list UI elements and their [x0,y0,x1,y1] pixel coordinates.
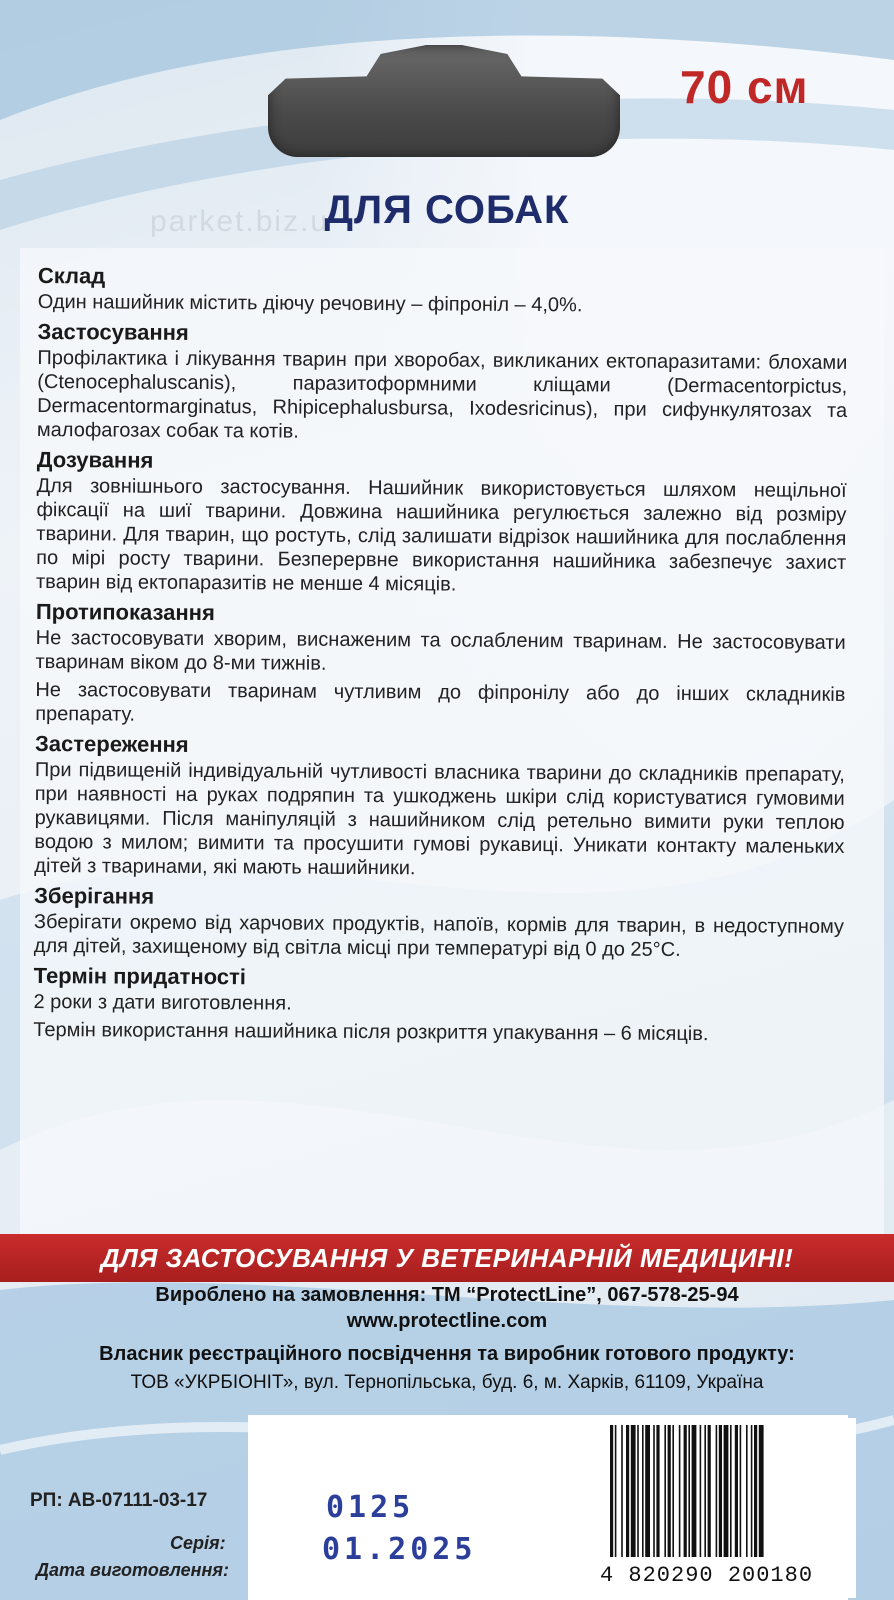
barcode-bar [645,1425,650,1557]
manufacturer-address: ТОВ «УКРБІОНІТ», вул. Тернопільська, буд. 6, м. Харків, 61109, Україна [130,1372,764,1393]
section-text: Зберігати окремо від харчових продуктів, напоїв, кормів для тварин, в недоступному для дітей, захищеному від світла місці при температурі від 0 до 25°С. [33,910,845,961]
section-text: Для зовнішнього застосування. Нашийник використовується шляхом нещільної фіксації на шиї тварини. Довжина нашийника регулюється залежно від розміру тварини. Для тварин, що ростуть, слід залишати відрізок нашийника для послаблення по мірі росту тварини. Безперервне використання нашийника забезпечує захист тварин від ектопаразитів не менше 4 місяців. [35,474,847,596]
barcode-bar [724,1425,729,1557]
section-heading: Протипоказання [35,598,215,626]
section-text: Не застосовувати тваринам чутливим до фіпронілу або до інших складників препарату. [35,678,846,726]
barcode-bar [653,1425,655,1557]
watermark: parket.biz.u [150,205,330,238]
barcode-bar [664,1425,666,1557]
barcode-bar [621,1425,623,1557]
barcode-bar [730,1425,732,1557]
section-text: Профілактика і лікування тварин при хворобах, викликаних ектопаразитами: блохами (Ctenocephaluscanis), паразитоформними кліщами (Dermacentorpictus, Dermacentormarginatus, Rhipicephalusbursa, Ixodesricinus), при сифункулятозах та малофагозах собак та котів. [36,346,848,443]
section-text: Термін використання нашийника після розкриття упакування – 6 місяців. [33,1018,709,1046]
instructions [33,262,848,1051]
barcode-bar [692,1425,697,1557]
barcode-bar [631,1425,636,1557]
barcode-bar [684,1425,687,1557]
barcode-number: 4 820290 200180 [600,1563,814,1588]
section-heading: Застосування [37,318,189,345]
section-usage [37,318,848,447]
barcode-bar [642,1425,644,1557]
barcode-bar [615,1425,617,1557]
barcode-bar [668,1425,671,1557]
barcode-bar [704,1425,706,1557]
manufacturer-order: Вироблено на замовлення: ТМ “ProtectLine”, 067-578-25-94 [155,1284,739,1306]
barcode-bar [735,1425,738,1557]
section-text: 2 роки з дати виготовлення. [33,990,292,1015]
size-label: 70 см [680,61,809,113]
section-contraindications [35,598,846,731]
barcode-bar [656,1425,659,1557]
barcode-bar [637,1425,639,1557]
section-composition [38,262,848,319]
barcode-bar [754,1425,757,1557]
section-warnings [34,730,845,883]
date-label: Дата виготовлення: [36,1560,229,1580]
registration-owner: Власник реєстраційного посвідчення та виробник готового продукту: [99,1343,795,1365]
section-heading: Дозування [36,446,154,473]
barcode-bar [740,1425,742,1557]
barcode [608,1425,844,1565]
section-dosage [36,446,847,599]
section-shelf-life [33,962,843,1047]
barcode-bar [679,1425,681,1557]
barcode-bar [610,1425,613,1557]
barcode-bar [672,1425,674,1557]
section-text: Один нашийник містить діючу речовину – фіпроніл – 4,0%. [37,290,583,317]
section-heading: Склад [37,262,106,289]
barcode-bar [759,1425,764,1557]
series-stamp: 0125 [326,1490,415,1525]
series-label: Серія: [170,1533,226,1553]
barcode-bar [700,1425,702,1557]
veterinary-banner: ДЛЯ ЗАСТОСУВАННЯ У ВЕТЕРИНАРНІЙ МЕДИЦИНІ! [0,1234,894,1282]
barcode-bar [746,1425,748,1557]
section-storage [34,882,844,963]
manufacturer-website: www.protectline.com [346,1310,548,1332]
registration-number: РП: АВ-07111-03-17 [30,1490,208,1511]
barcode-bar [708,1425,711,1557]
section-text: Не застосовувати хворим, виснаженим та ослабленим тваринам. Не застосовувати тваринам віком до 8-ми тижнів. [35,626,846,675]
barcode-bar [751,1425,753,1557]
section-heading: Термін придатності [33,962,247,990]
date-stamp: 01.2025 [322,1532,477,1567]
section-heading: Зберігання [34,882,155,909]
barcode-bar [626,1425,629,1557]
section-heading: Застереження [34,730,189,757]
barcode-bar [719,1425,722,1557]
barcode-bar [716,1425,718,1557]
section-text: При підвищеній індивідуальній чутливості власника тварини до складників препарату, при наявності на руках подряпин та ушкоджень шкіри слід користуватися гумовими рукавицями. Після маніпуляцій з нашийником слід ретельно вимити руки теплою водою з милом; вимити та просушити гумові рукавиці. Уникати контакту маленьких дітей з тваринами, які мають нашийники. [34,758,845,880]
barcode-bar [688,1425,690,1557]
product-title: ДЛЯ СОБАК [324,188,570,232]
